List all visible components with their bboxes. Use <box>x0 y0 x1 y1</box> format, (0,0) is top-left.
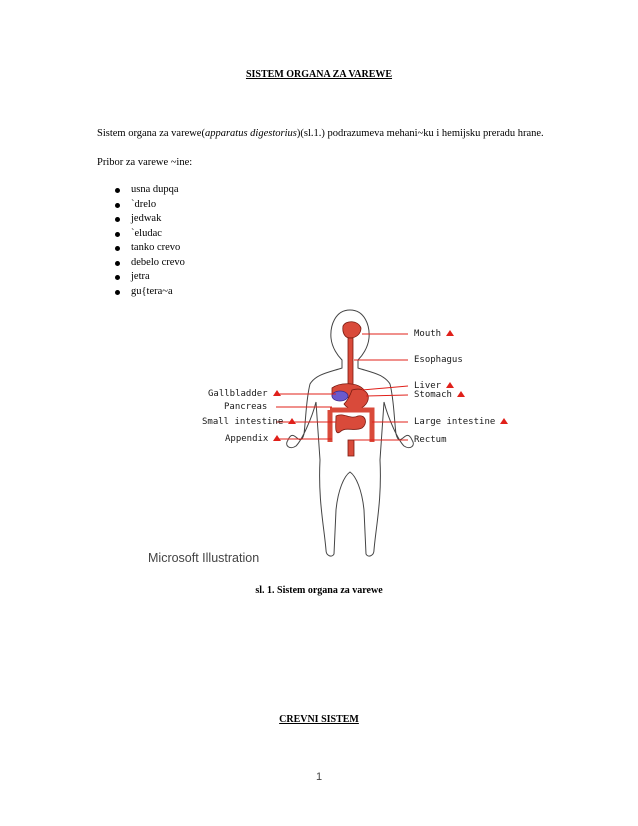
esophagus-organ <box>348 338 353 388</box>
list-item <box>115 198 185 213</box>
list-item <box>115 183 185 198</box>
list-item-text: `eludac <box>131 227 162 239</box>
bullet-icon <box>115 261 120 266</box>
triangle-marker-icon <box>446 330 454 336</box>
bullet-icon <box>115 188 120 193</box>
bullet-icon <box>115 203 120 208</box>
triangle-marker-icon <box>457 391 465 397</box>
list-item-text: usna dupqa <box>131 184 179 195</box>
page-title: SISTEM ORGANA ZA VAREWE <box>245 69 393 80</box>
digestive-system-illustration <box>140 300 500 575</box>
section-title: CREVNI SISTEM <box>279 714 359 725</box>
triangle-marker-icon <box>446 382 454 388</box>
label-mouth: Mouth <box>414 329 454 339</box>
list-item-text: `drelo <box>131 198 157 210</box>
bullet-icon <box>115 290 120 295</box>
pribor-heading: Pribor za varewe ~ine: <box>97 157 193 168</box>
list-item <box>115 270 185 285</box>
figure-caption: sl. 1. Sistem organa za varewe <box>255 585 383 596</box>
list-item <box>115 212 185 227</box>
bullet-icon <box>115 246 120 251</box>
rectum-organ <box>348 440 354 456</box>
organs <box>330 322 372 456</box>
list-item <box>115 227 185 242</box>
illustration-credit: Microsoft Illustration <box>148 551 260 565</box>
triangle-marker-icon <box>500 418 508 424</box>
triangle-marker-icon <box>273 435 281 441</box>
list-item-text: debelo crevo <box>131 256 185 268</box>
list-item-text: tanko crevo <box>131 242 181 253</box>
label-small-intestine: Small intestine <box>202 417 296 427</box>
label-large-intestine: Large intestine <box>414 417 508 427</box>
label-gallbladder: Gallbladder <box>208 389 281 399</box>
pancreas-organ <box>332 391 348 401</box>
organ-list <box>115 183 185 299</box>
list-item-text: jetra <box>131 271 150 282</box>
mouth-organ <box>343 322 361 338</box>
intro-text-start: Sistem organa za varewe( <box>97 128 205 139</box>
page-number: 1 <box>315 771 323 783</box>
intro-paragraph <box>97 128 544 139</box>
bullet-icon <box>115 275 120 280</box>
intro-text-end: )(sl.1.) podrazumeva mehani~ku i hemijsku preradu hrane. <box>296 128 544 139</box>
label-esophagus: Esophagus <box>414 355 463 365</box>
label-pancreas: Pancreas <box>224 402 268 412</box>
triangle-marker-icon <box>288 418 296 424</box>
list-item-text: jedwak <box>131 213 162 224</box>
liver-line <box>362 386 408 390</box>
list-item <box>115 285 185 300</box>
bullet-icon <box>115 232 120 237</box>
intro-latin-term: apparatus digestorius <box>204 128 297 139</box>
bullet-icon <box>115 217 120 222</box>
list-item <box>115 241 185 256</box>
label-liver: Liver <box>414 381 454 391</box>
triangle-marker-icon <box>273 390 281 396</box>
label-rectum: Rectum <box>414 435 447 445</box>
label-stomach: Stomach <box>414 390 465 400</box>
label-appendix: Appendix <box>225 434 281 444</box>
list-item <box>115 256 185 271</box>
small-intestine-organ <box>336 415 366 433</box>
list-item-text: gu{tera~a <box>131 285 173 297</box>
stomach-line <box>366 395 408 396</box>
